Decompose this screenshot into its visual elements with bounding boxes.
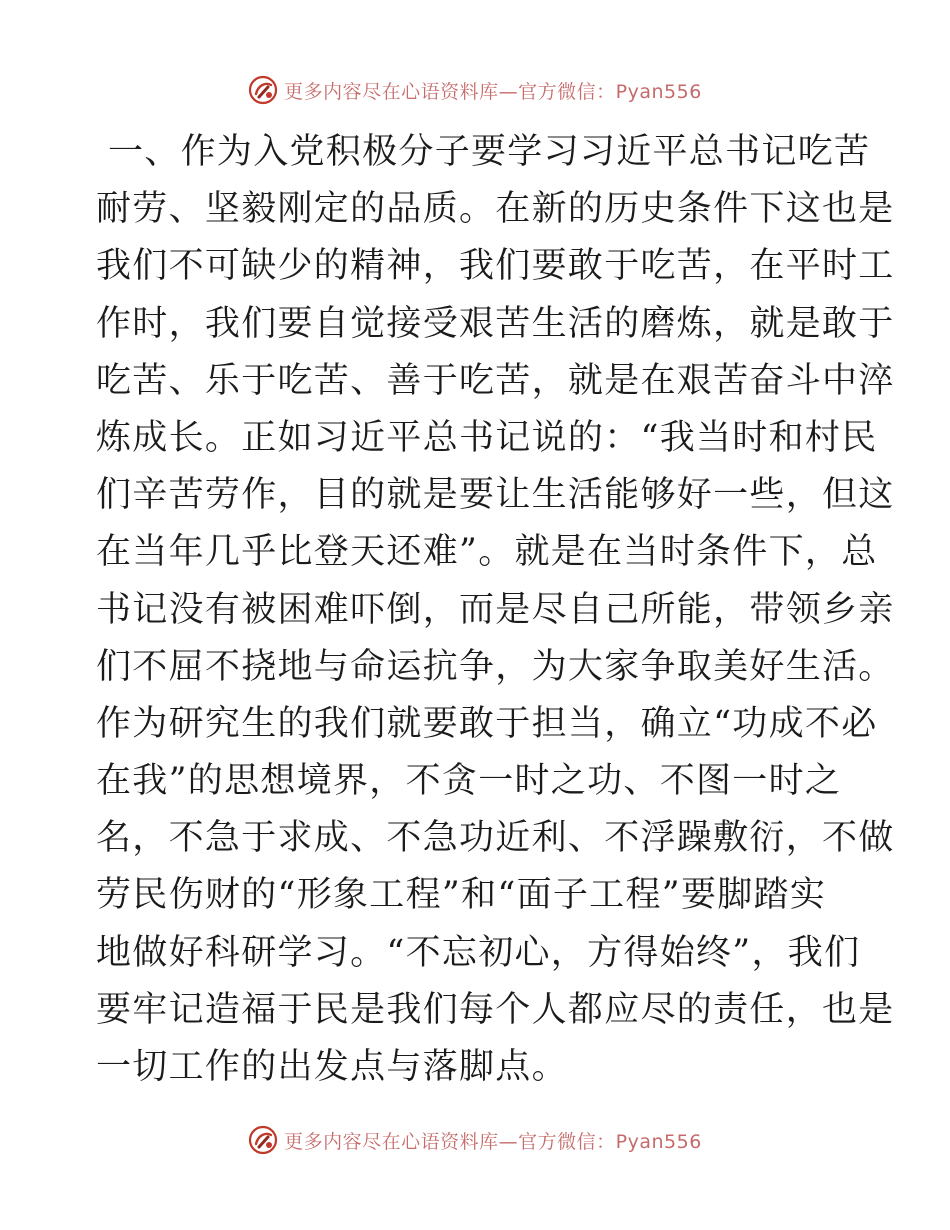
footer-banner-text: 更多内容尽在心语资料库—官方微信：Pyan556 <box>284 1130 702 1153</box>
paragraph-line: 们不屈不挠地与命运抗争，为大家争取美好生活。 <box>96 646 895 687</box>
paragraph-line: 作时，我们要自觉接受艰苦生活的磨炼，就是敢于 <box>96 303 895 344</box>
paragraph-line: 在我”的思想境界，不贪一时之功、不图一时之 <box>96 761 842 802</box>
red-swirl-logo-icon <box>248 75 278 105</box>
header-banner <box>0 70 950 110</box>
paragraph-line: 一、作为入党积极分子要学习习近平总书记吃苦 <box>108 132 871 172</box>
paragraph-line: 耐劳、坚毅刚定的品质。在新的历史条件下这也是 <box>96 189 895 230</box>
document-body <box>96 124 895 1096</box>
paragraph-line: 地做好科研学习。“不忘初心，方得始终”，我们 <box>96 932 861 973</box>
paragraph-line: 劳民伤财的“形象工程”和“面子工程”要脚踏实 <box>96 875 827 916</box>
paragraph-line: 吃苦、乐于吃苦、善于吃苦，就是在艰苦奋斗中淬 <box>96 360 895 401</box>
paragraph-line: 作为研究生的我们就要敢于担当，确立“功成不必 <box>96 703 878 744</box>
paragraph-line: 名，不急于求成、不急功近利、不浮躁敷衍，不做 <box>96 818 895 859</box>
header-banner-text: 更多内容尽在心语资料库—官方微信：Pyan556 <box>284 80 702 103</box>
paragraph-line: 一切工作的出发点与落脚点。 <box>96 1047 568 1087</box>
paragraph-line: 在当年几乎比登天还难”。就是在当时条件下，总 <box>96 532 878 573</box>
paragraph-line: 我们不可缺少的精神，我们要敢于吃苦，在平时工 <box>96 246 895 287</box>
footer-banner <box>0 1120 950 1160</box>
paragraph-line: 要牢记造福于民是我们每个人都应尽的责任，也是 <box>96 989 895 1030</box>
paragraph-line: 炼成长。正如习近平总书记说的：“我当时和村民 <box>96 417 878 458</box>
paragraph-line: 书记没有被困难吓倒，而是尽自己所能，带领乡亲 <box>96 589 895 630</box>
paragraph-line: 们辛苦劳作，目的就是要让生活能够好一些，但这 <box>96 475 895 516</box>
red-swirl-logo-icon <box>248 1125 278 1155</box>
